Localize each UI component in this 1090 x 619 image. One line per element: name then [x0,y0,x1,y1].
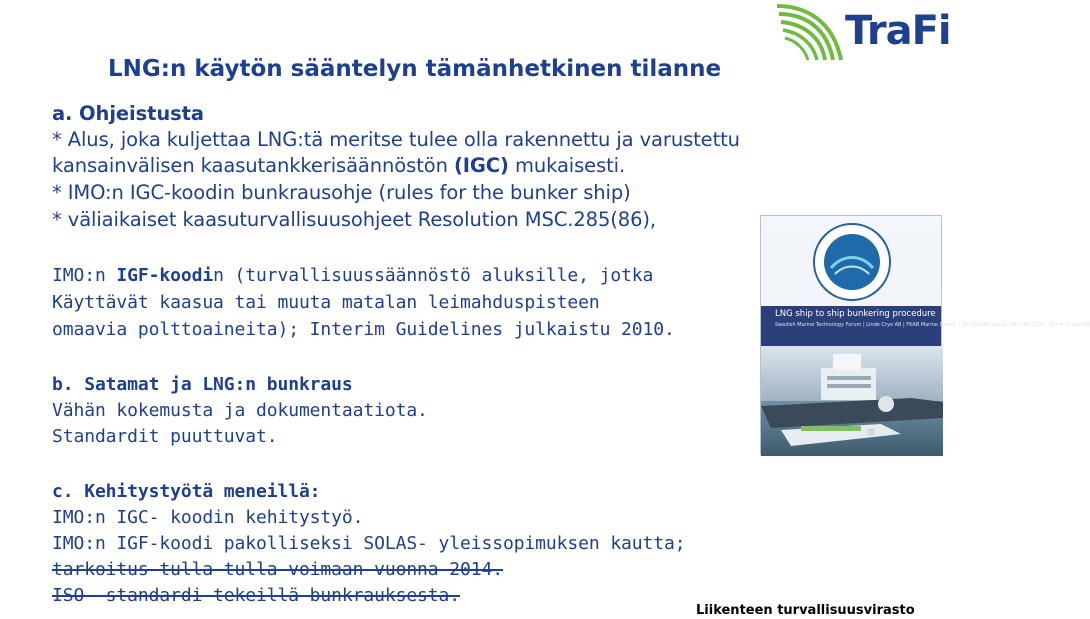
section-c-line-4: ISO- standardi tekeillä bunkrauksesta. [52,585,461,606]
brochure-title: LNG ship to ship bunkering procedure [775,309,936,319]
igf-line-1-start: IMO:n [52,265,117,286]
section-c-heading: c. Kehitystyötä meneillä: [52,481,321,502]
section-b-line-1: Vähän kokemusta ja dokumentaatiota. [52,400,428,421]
brochure-subtitle: Swedish Marine Technology Forum | Linde Cryo AB | FKAB Marine Design | Det Norske Veritas AS | LNG GOT | White Smoke AB [775,322,1090,328]
igf-line-2: Käyttävät kaasua tai muuta matalan leimahduspisteen [52,292,600,313]
igf-line-3: omaavia polttoaineita); Interim Guidelines julkaistu 2010. [52,319,675,340]
trafi-swoosh-icon [775,2,847,68]
section-c-line-1: IMO:n IGC- koodin kehitystyö. [52,507,364,528]
footer-agency-name: Liikenteen turvallisuusvirasto [696,603,915,618]
section-b-heading: b. Satamat ja LNG:n bunkraus [52,374,353,395]
igc-abbrev: (IGC) [453,154,509,177]
section-c-line-2: IMO:n IGF-koodi pakolliseksi SOLAS- yleissopimuksen kautta; [52,533,686,554]
section-a-line-2 [52,153,625,179]
section-a-line-2-end: mukaisesti. [508,154,626,177]
forum-seal-icon [761,216,943,306]
trafi-logo [775,2,951,68]
section-a-line-2-start: kansainvälisen kaasutankkerisäännöstön [52,154,454,177]
ship-bunkering-photo [761,346,943,456]
section-a-heading: a. Ohjeistusta [52,102,204,125]
section-c-line-3: tarkoitus tulla tulla voimaan vuonna 2014. [52,559,503,580]
section-a-line-4: * väliaikaiset kaasuturvallisuusohjeet Resolution MSC.285(86), [52,208,657,231]
igf-line-1-end: n (turvallisuussäännöstö aluksille, jotka [213,265,654,286]
section-a-line-1: * Alus, joka kuljettaa LNG:tä meritse tulee olla rakennettu ja varustettu [52,128,740,151]
logo-text: TraFi [845,8,951,54]
section-a-line-3: * IMO:n IGC-koodin bunkrausohje (rules for the bunker ship) [52,181,631,204]
igf-code: IGF-koodi [116,265,214,286]
section-b-line-2: Standardit puuttuvat. [52,426,278,447]
brochure-cover-image [760,215,1090,455]
igf-line-1 [52,263,653,289]
page-title: LNG:n käytön sääntelyn tämänhetkinen tilanne [108,56,722,82]
